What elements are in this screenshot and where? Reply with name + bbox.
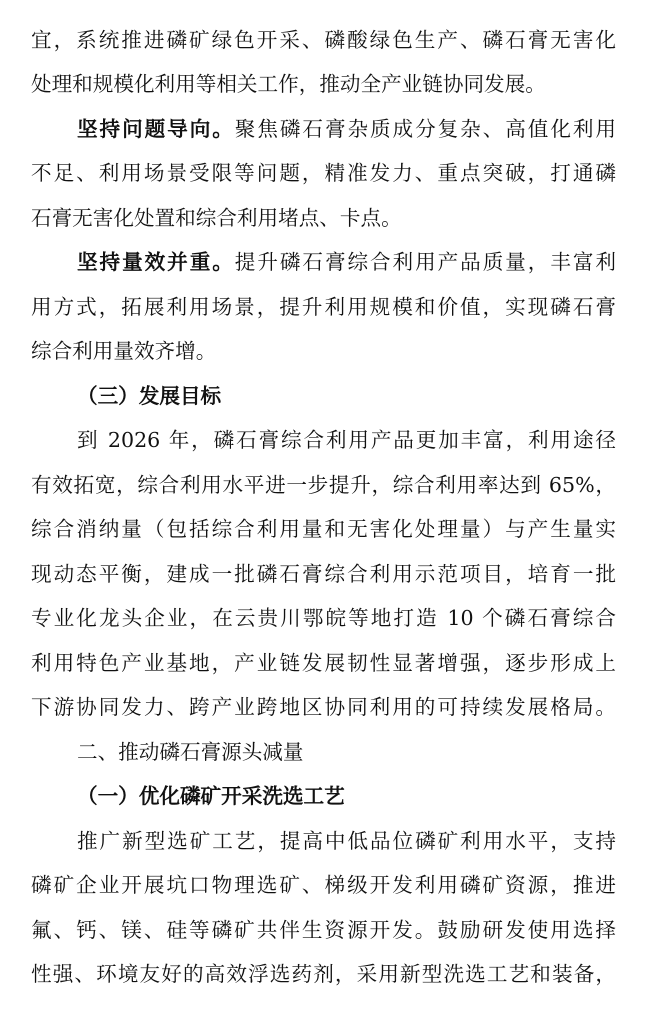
paragraph-text: 提升磷石膏综合利用产品质量，丰富利: [234, 250, 617, 274]
principle-heading: 坚持问题导向。: [77, 117, 235, 141]
paragraph-line: 推广新型选矿工艺，提高中低品位磷矿利用水平，支持: [77, 829, 616, 853]
paragraph-line: 不足、利用场景受限等问题，精准发力、重点突破，打通磷: [31, 161, 616, 185]
paragraph-line: 利用特色产业基地，产业链发展韧性显著增强，逐步形成上: [31, 651, 616, 675]
paragraph-line: 下游协同发力、跨产业跨地区协同利用的可持续发展格局。: [31, 695, 616, 719]
paragraph-line: 性强、环境友好的高效浮选药剂，采用新型洗选工艺和装备，: [31, 962, 616, 986]
paragraph-line: 综合消纳量（包括综合利用量和无害化处理量）与产生量实: [31, 517, 616, 541]
subsection-heading: （一）优化磷矿开采洗选工艺: [77, 784, 345, 808]
paragraph-line: 有效拓宽，综合利用水平进一步提升，综合利用率达到 65%，: [31, 473, 616, 497]
paragraph-line: 宜，系统推进磷矿绿色开采、磷酸绿色生产、磷石膏无害化: [31, 28, 616, 52]
section-heading: 二、推动磷石膏源头减量: [77, 740, 304, 764]
paragraph-line: [77, 107, 616, 152]
paragraph-line: 用方式，拓展利用场景，提升利用规模和价值，实现磷石膏: [31, 295, 616, 319]
principle-heading: 坚持量效并重。: [77, 250, 235, 274]
paragraph-line: [77, 240, 616, 285]
paragraph-text: 聚焦磷石膏杂质成分复杂、高值化利用: [234, 117, 617, 141]
paragraph-line: 磷矿企业开展坑口物理选矿、梯级开发利用磷矿资源，推进: [31, 873, 616, 897]
paragraph-line: 到 2026 年，磷石膏综合利用产品更加丰富，利用途径: [77, 428, 616, 452]
paragraph-line: 石膏无害化处置和综合利用堵点、卡点。: [31, 206, 402, 230]
paragraph-line: 处理和规模化利用等相关工作，推动全产业链协同发展。: [31, 72, 546, 96]
paragraph-line: 专业化龙头企业，在云贵川鄂皖等地打造 10 个磷石膏综合: [31, 606, 616, 630]
paragraph-line: 现动态平衡，建成一批磷石膏综合利用示范项目，培育一批: [31, 562, 616, 586]
subsection-heading: （三）发展目标: [77, 384, 222, 408]
paragraph-line: 氟、钙、镁、硅等磷矿共伴生资源开发。鼓励研发使用选择: [31, 918, 616, 942]
paragraph-line: 综合利用量效齐增。: [31, 339, 217, 363]
